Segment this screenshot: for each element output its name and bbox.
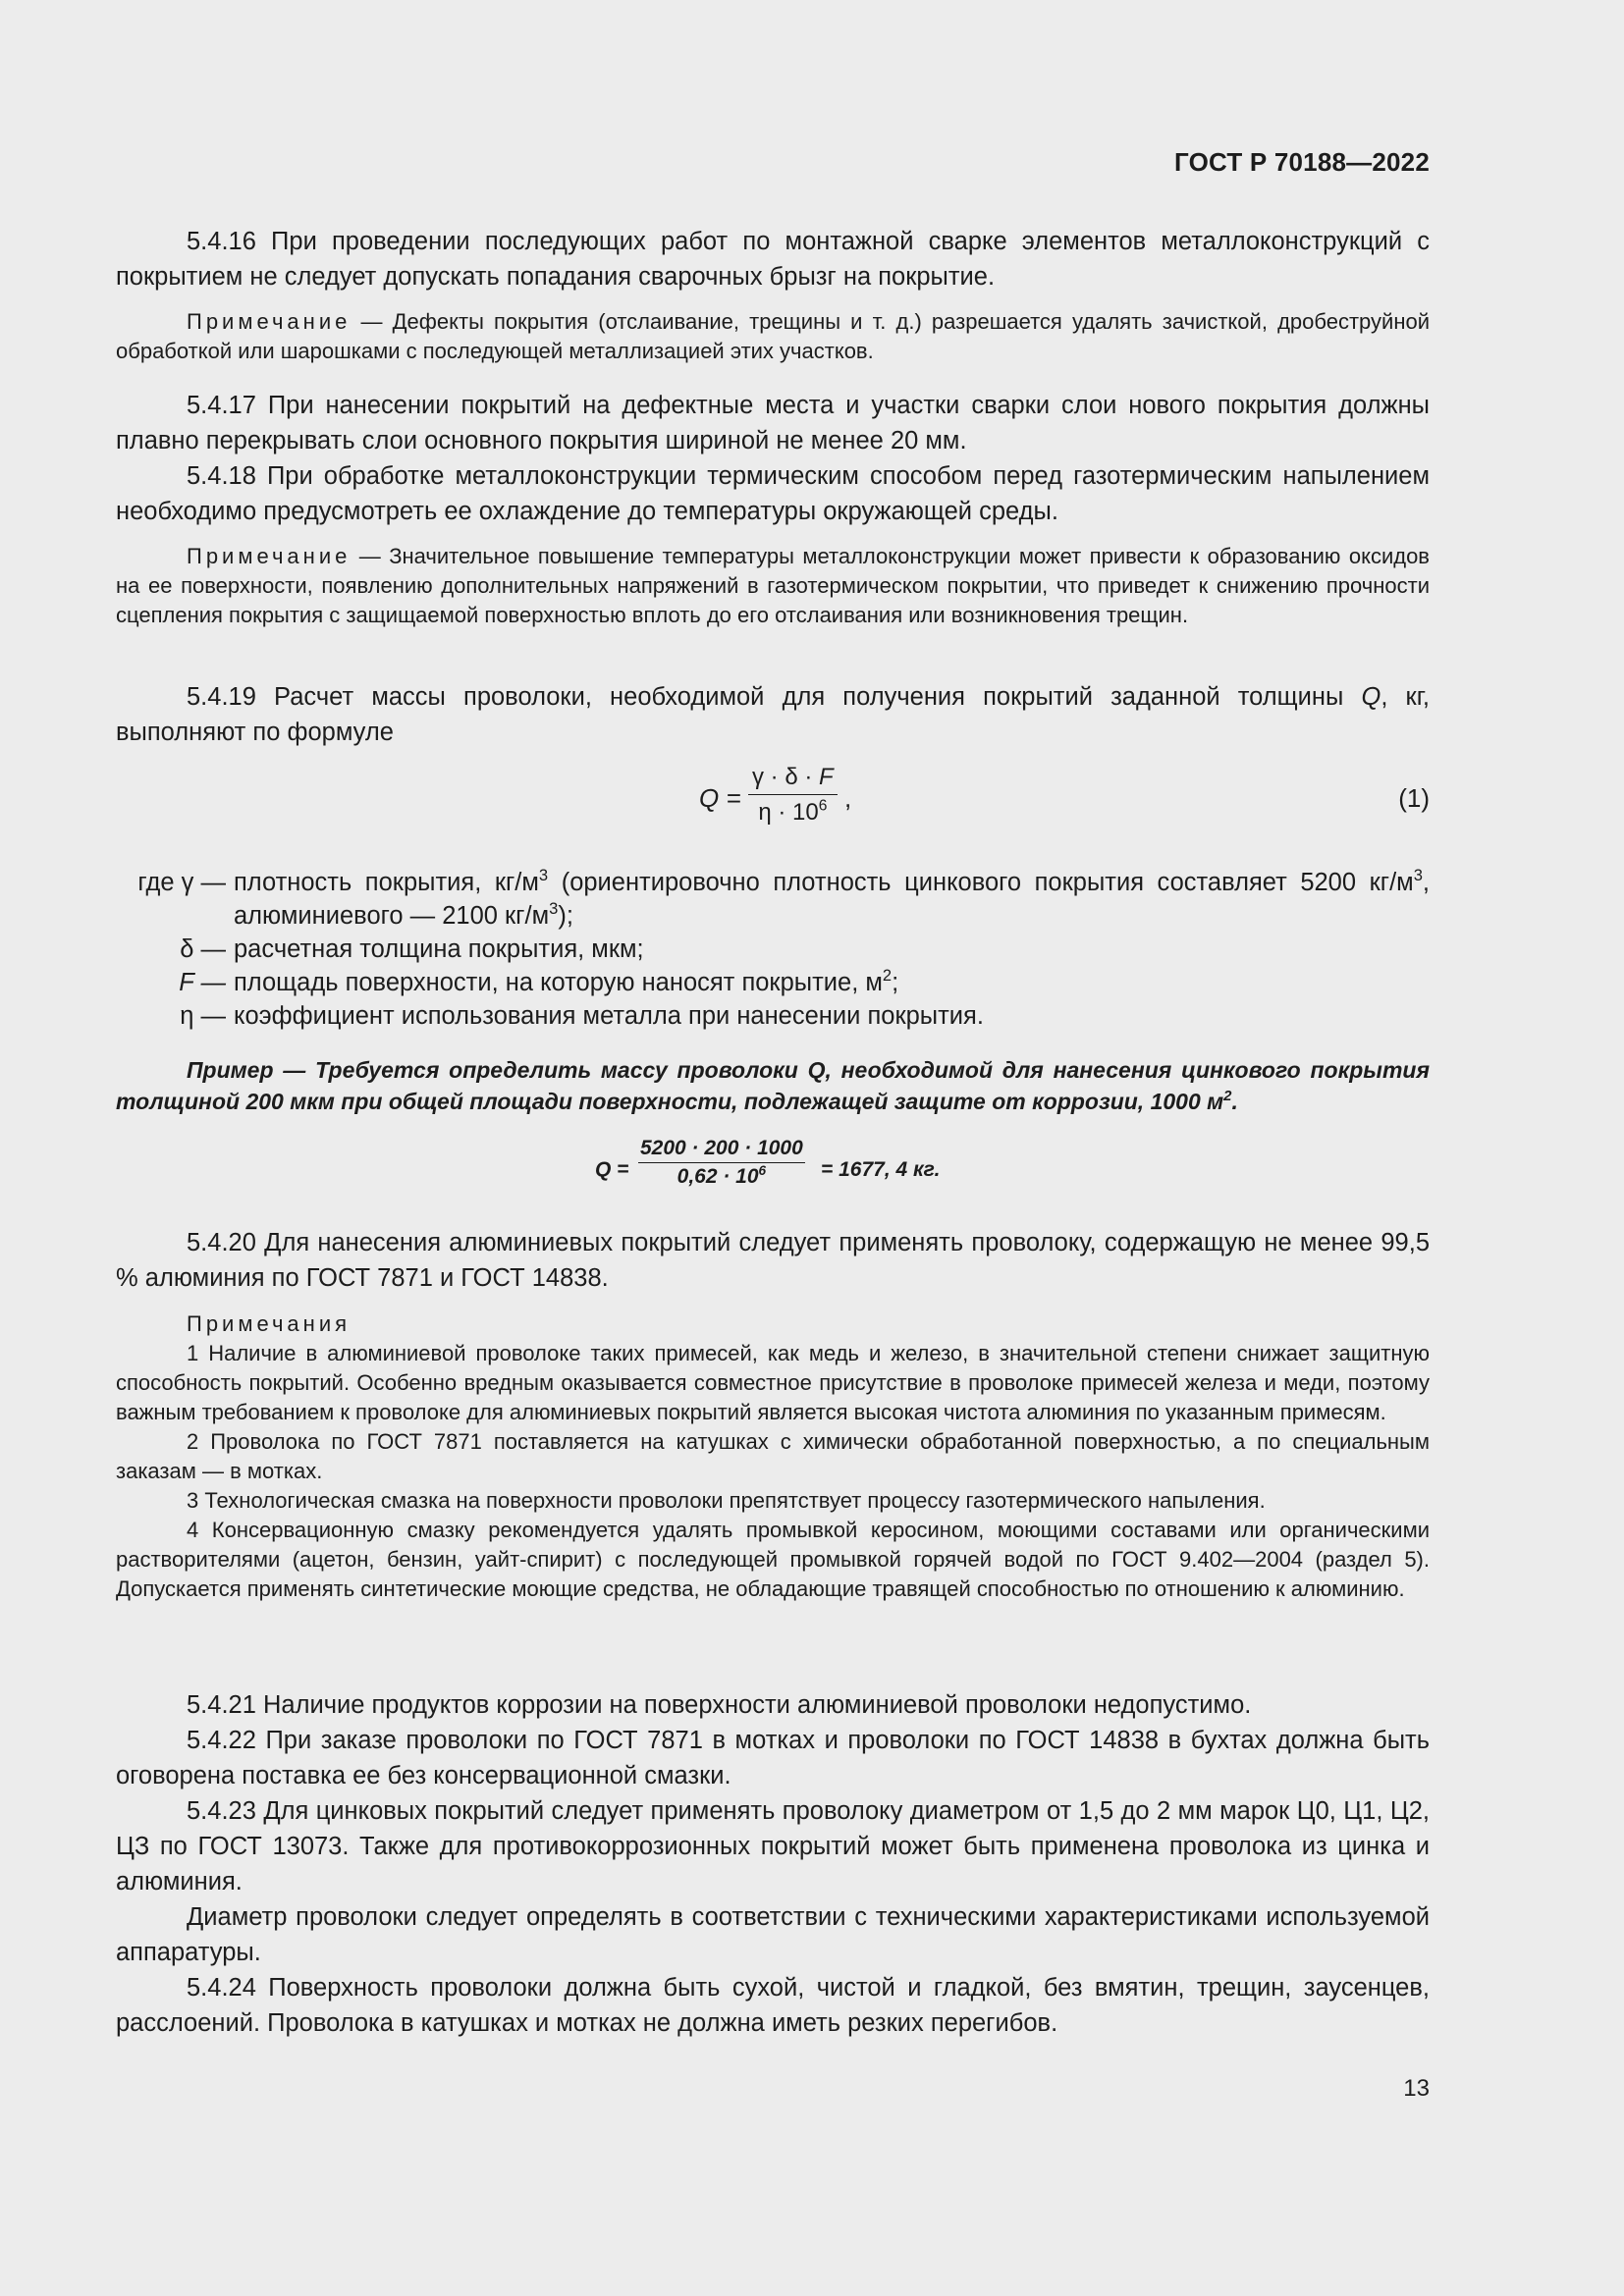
- clause-5-4-20: 5.4.20 Для нанесения алюминиевых покрытий следует применять проволоку, содержащую не менее 99,5 % алюминия по ГОСТ 7871 и ГОСТ 14838.: [116, 1229, 1430, 1292]
- clause-5-4-21: 5.4.21 Наличие продуктов коррозии на поверхности алюминиевой проволоки недопустимо.: [187, 1691, 1252, 1719]
- note-item-3: 3 Технологическая смазка на поверхности проволоки препятствует процессу газотермического напыления.: [187, 1488, 1266, 1513]
- note-text: — Значительное повышение температуры металлоконструкции может привести к образованию оксидов на ее поверхности, появлению дополнительных напряжений в газотермическом покрытии, что приведет к снижению прочности сцепления покрытия с защищаемой поверхностью вплоть до его отслаивания или возникновения трещин.: [116, 544, 1430, 627]
- page-number: 13: [1403, 2075, 1430, 2102]
- notes-label: Примечания: [187, 1311, 352, 1336]
- var-q: Q: [1361, 683, 1381, 711]
- formula-lhs: Q =: [699, 783, 741, 813]
- clause-5-4-17: 5.4.17 При нанесении покрытий на дефектные места и участки сварки слои нового покрытия должны плавно перекрывать слои основного покрытия шириной не менее 20 мм.: [116, 392, 1430, 454]
- clause-5-4-19: 5.4.19 Расчет массы проволоки, необходимой для получения покрытий заданной толщины Q, кг, выполняют по формуле: [116, 683, 1430, 746]
- formula-definitions: [116, 866, 1430, 1033]
- note-item-1: 1 Наличие в алюминиевой проволоке таких примесей, как медь и железо, в значительной степени снижает защитную способность покрытий. Особенно вредным оказывается совместное присутствие в проволоке примесей железа и меди, поэтому важным требованием к проволоке для алюминиевых покрытий является высокая чистота алюминия по указанным примесям.: [116, 1341, 1430, 1424]
- clause-5-4-23: 5.4.23 Для цинковых покрытий следует применять проволоку диаметром от 1,5 до 2 мм марок Ц0, Ц1, Ц2, ЦЗ по ГОСТ 13073. Также для противокоррозионных покрытий может быть применена проволока из цинка и алюминия.: [116, 1797, 1430, 1896]
- formula-fraction: [748, 764, 838, 827]
- example-text: Пример — Требуется определить массу проволоки Q, необходимой для нанесения цинкового покрытия толщиной 200 мкм при общей площади поверхности, подлежащей защите от коррозии, 1000 $м^2$.: [116, 1057, 1430, 1114]
- clause-5-4-18: 5.4.18 При обработке металлоконструкции термическим способом перед газотермическим напылением необходимо предусмотреть ее охлаждение до температуры окружающей среды.: [116, 462, 1430, 525]
- def-delta: δ — расчетная толщина покрытия, мкм;: [180, 935, 644, 963]
- notes-block: [116, 1309, 1430, 1604]
- note-label: Примечание: [187, 309, 352, 334]
- note-item-2: 2 Проволока по ГОСТ 7871 поставляется на катушках с химически обработанной поверхностью, а по специальным заказам — в мотках.: [116, 1429, 1430, 1483]
- equation-number: (1): [1398, 783, 1430, 813]
- clause-5-4-16: 5.4.16 При проведении последующих работ по монтажной сварке элементов металлоконструкций с покрытием не следует допускать попадания сварочных брызг на покрытие.: [116, 228, 1430, 291]
- formula-1: Q = $\frac{\gamma \cdot \delta \cdot F}{\eta \cdot 10^6}$ , (1): [699, 764, 1430, 826]
- note-5-4-16: [116, 307, 1430, 366]
- clause-5-4-24: 5.4.24 Поверхность проволоки должна быть сухой, чистой и гладкой, без вмятин, трещин, заусенцев, расслоений. Проволока в катушках и мотках не должна иметь резких перегибов.: [116, 1974, 1430, 2037]
- formula-denominator: $\eta \cdot 10^6$: [758, 797, 828, 826]
- formula-numerator: γ · δ · F: [748, 764, 838, 795]
- def-gamma: где γ — плотность покрытия, $кг/м^3$ (ориентировочно плотность цинкового покрытия составляет 5200 $кг/м^3$, алюминиевого — 2100 $кг/м^3$);: [137, 866, 1430, 930]
- standard-header: ГОСТ Р 70188—2022: [1174, 147, 1430, 177]
- example-fraction: $\frac{5200 \cdot 200 \cdot 1000}{0,62 \cdot 10^6}$: [640, 1137, 803, 1188]
- clause-5-4-22: 5.4.22 При заказе проволоки по ГОСТ 7871 в мотках и проволоки по ГОСТ 14838 в бухтах должна быть оговорена поставка ее без консервационной смазки.: [116, 1727, 1430, 1789]
- def-eta: η — коэффициент использования металла при нанесении покрытия.: [180, 1002, 984, 1030]
- example-formula: Q = $\frac{5200 \cdot 200 \cdot 1000}{0,62 \cdot 10^6}$ = 1677, 4 кг.: [595, 1137, 941, 1188]
- clause-diameter: Диаметр проволоки следует определять в соответствии с техническими характеристиками используемой аппаратуры.: [116, 1903, 1430, 1966]
- def-f: F — площадь поверхности, на которую наносят покрытие, $м^2$;: [179, 966, 899, 996]
- note-text: — Дефекты покрытия (отслаивание, трещины и т. д.) разрешается удалять зачисткой, дробеструйной обработкой или шарошками с последующей металлизацией этих участков.: [116, 309, 1430, 363]
- note-label: Примечание: [187, 544, 352, 568]
- note-item-4: 4 Консервационную смазку рекомендуется удалять промывкой керосином, моющими составами или органическими растворителями (ацетон, бензин, уайт-спирит) с последующей промывкой горячей водой по ГОСТ 9.402—2004 (раздел 5). Допускается применять синтетические моющие средства, не обладающие травящей способностью по отношению к алюминию.: [116, 1518, 1430, 1601]
- note-5-4-18: [116, 542, 1430, 630]
